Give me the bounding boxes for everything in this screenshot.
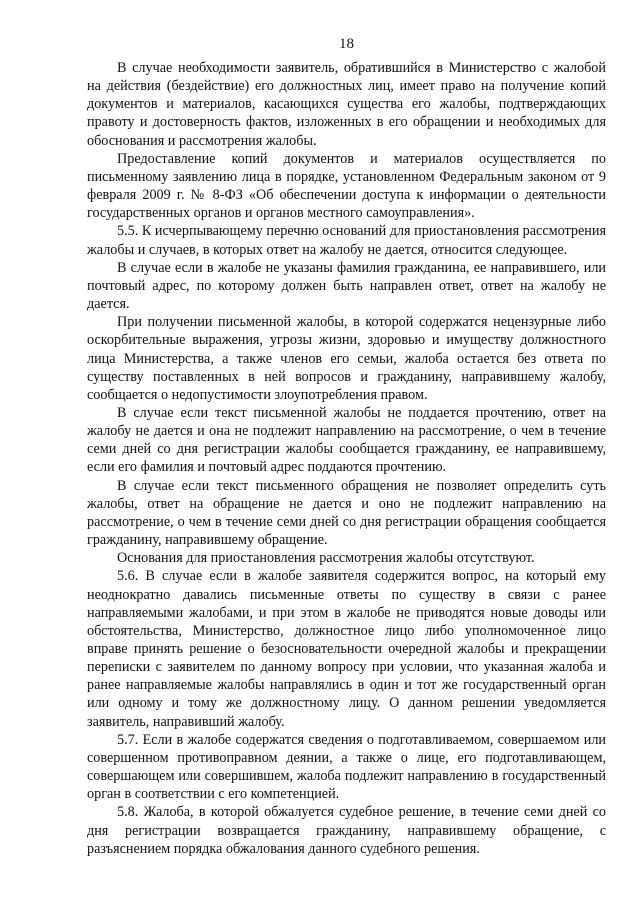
paragraph-copies-right: В случае необходимости заявитель, обратившийся в Министерство с жалобой на действия (бездействие) его должностных лиц, имеет право на получение копий документов и материалов, касающихся существа его жалобы, подтверждающих правоту и достоверность фактов, изложенных в его обращении и необходимых для обоснования и рассмотрения жалобы. xyxy=(87,60,606,149)
paragraph-unreadable: В случае если текст письменной жалобы не поддается прочтению, ответ на жалобу не дается и она не подлежит направлению на рассмотрение, о чем в течение семи дней со дня регистрации жалобы сообщается гражданину, ее направившему, если его фамилия и почтовый адрес поддаются прочтению. xyxy=(87,404,606,476)
paragraph-5-6: 5.6. В случае если в жалобе заявителя содержится вопрос, на который ему неоднократно давались письменные ответы по существу в связи с ранее направляемыми жалобами, и при этом в жалобе не приводятся новые доводы или обстоятельства, Министерство, должностное лицо либо уполномоченное лицо вправе принять решение о безосновательности очередной жалобы и прекращении переписки с заявителем по данному вопросу при условии, что указанная жалоба и ранее направляемые жалобы направлялись в один и тот же государственный орган или одному и тому же должностному лицу. О данном решении уведомляется заявитель, направивший жалобу. xyxy=(87,568,606,730)
paragraph-unclear-essence: В случае если текст письменного обращения не позволяет определить суть жалобы, ответ на обращение не дается и оно не подлежит направлению на рассмотрение, о чем в течение семи дней со дня регистрации обращения сообщается гражданину, направившему обращение. xyxy=(87,477,606,549)
paragraph-no-grounds: Основания для приостановления рассмотрения жалобы отсутствуют. xyxy=(117,550,535,567)
paragraph-copies-procedure: Предоставление копий документов и материалов осуществляется по письменному заявлению лица в порядке, установленном Федеральным законом от 9 февраля 2009 г. № 8-ФЗ «Об обеспечении доступа к информации о деятельности государственных органов и органов местного самоуправления». xyxy=(87,150,606,222)
paragraph-5-8: 5.8. Жалоба, в которой обжалуется судебное решение, в течение семи дней со дня регистрации возвращается гражданину, направившему обращение, с разъяснением порядка обжалования данного судебного решения. xyxy=(87,804,606,857)
paragraph-5-5: 5.5. К исчерпывающему перечню оснований для приостановления рассмотрения жалобы и случаев, в которых ответ на жалобу не дается, относится следующее. xyxy=(87,223,606,258)
paragraph-offensive: При получении письменной жалобы, в которой содержатся нецензурные либо оскорбительные выражения, угрозы жизни, здоровью и имуществу должностного лица Министерства, а также членов его семьи, жалоба остается без ответа по существу поставленных в ней вопросов и гражданину, направившему жалобу, сообщается о недопустимости злоупотребления правом. xyxy=(87,314,606,403)
paragraph-5-7: 5.7. Если в жалобе содержатся сведения о подготавливаемом, совершаемом или совершенном противоправном деянии, а также о лице, его подготавливающем, совершающем или совершившем, жалоба подлежит направлению в государственный орган в соответствии с его компетенцией. xyxy=(87,731,606,803)
paragraph-no-name: В случае если в жалобе не указаны фамилия гражданина, ее направившего, или почтовый адрес, по которому должен быть направлен ответ, ответ на жалобу не дается. xyxy=(87,259,606,313)
page-number: 18 xyxy=(339,36,354,52)
